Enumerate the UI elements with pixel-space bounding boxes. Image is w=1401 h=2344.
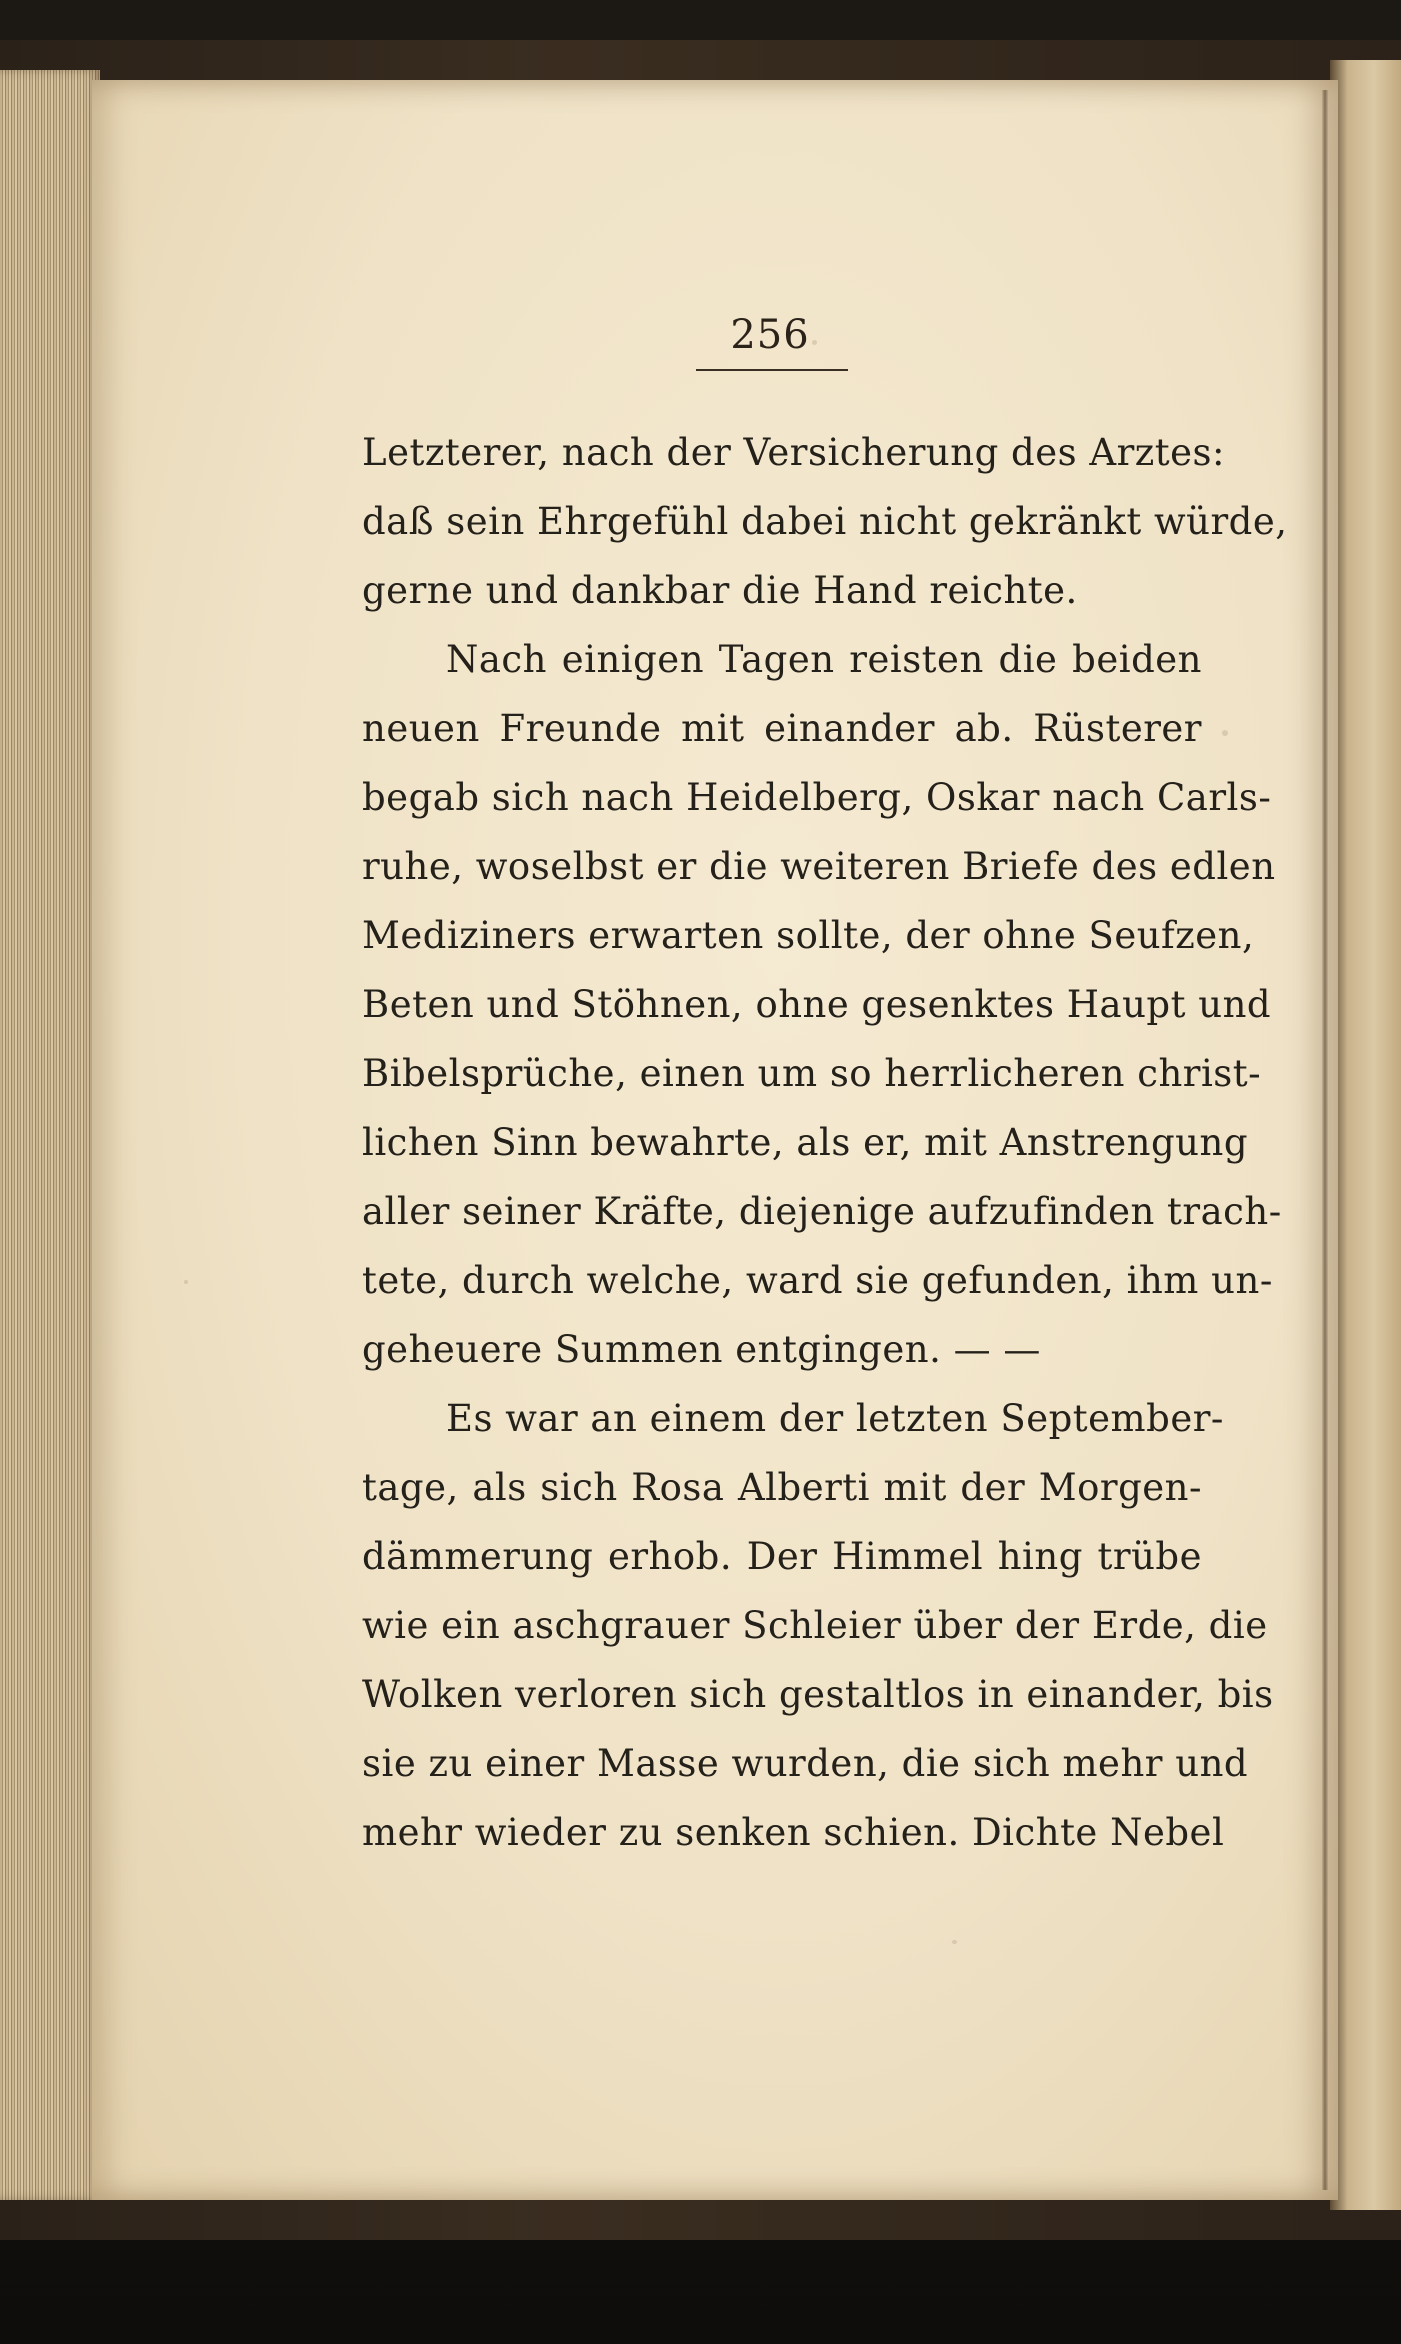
text-line: mehr wieder zu senken schien. Dichte Nebel: [362, 1811, 1225, 1854]
text-line: tete, durch welche, ward sie gefunden, ihm un-: [362, 1259, 1273, 1302]
text-line: lichen Sinn bewahrte, als er, mit Anstrengung: [362, 1121, 1249, 1164]
text-line: Mediziners erwarten sollte, der ohne Seufzen,: [362, 914, 1255, 957]
text-line: daß sein Ehrgefühl dabei nicht gekränkt würde,: [362, 500, 1288, 543]
text-line: begab sich nach Heidelberg, Oskar nach Carls-: [362, 776, 1272, 819]
page-number: 256: [730, 312, 810, 358]
text-line: Wolken verloren sich gestaltlos in einander, bis: [362, 1673, 1274, 1716]
text-line: dämmerung erhob. Der Himmel hing trübe: [362, 1535, 1202, 1578]
text-line: geheuere Summen entgingen. — —: [362, 1328, 1041, 1371]
text-line: sie zu einer Masse wurden, die sich mehr und: [362, 1742, 1249, 1785]
text-line: gerne und dankbar die Hand reichte.: [362, 569, 1078, 612]
gutter-shadow: [1322, 90, 1328, 2190]
text-line: wie ein aschgrauer Schleier über der Erde, die: [362, 1604, 1268, 1647]
text-line: tage, als sich Rosa Alberti mit der Morgen-: [362, 1466, 1202, 1509]
text-line: Bibelsprüche, einen um so herrlicheren christ-: [362, 1052, 1262, 1095]
paper-spot: [952, 1940, 957, 1944]
facing-page-edge: [1330, 60, 1401, 2210]
page-edges: [0, 70, 100, 2200]
text-line: Letzterer, nach der Versicherung des Arztes:: [362, 431, 1225, 474]
page-number-rule: [696, 369, 848, 371]
text-line: neuen Freunde mit einander ab. Rüsterer: [362, 707, 1202, 750]
paper-spot: [1222, 730, 1228, 736]
text-line: aller seiner Kräfte, diejenige aufzufinden trach-: [362, 1190, 1282, 1233]
text-line: ruhe, woselbst er die weiteren Briefe des edlen: [362, 845, 1276, 888]
body-text: [362, 418, 1288, 1867]
text-line: Beten und Stöhnen, ohne gesenktes Haupt und: [362, 983, 1272, 1026]
text-line: Nach einigen Tagen reisten die beiden: [446, 638, 1202, 681]
text-line: Es war an einem der letzten September-: [446, 1397, 1224, 1440]
paper-spot: [184, 1280, 188, 1284]
